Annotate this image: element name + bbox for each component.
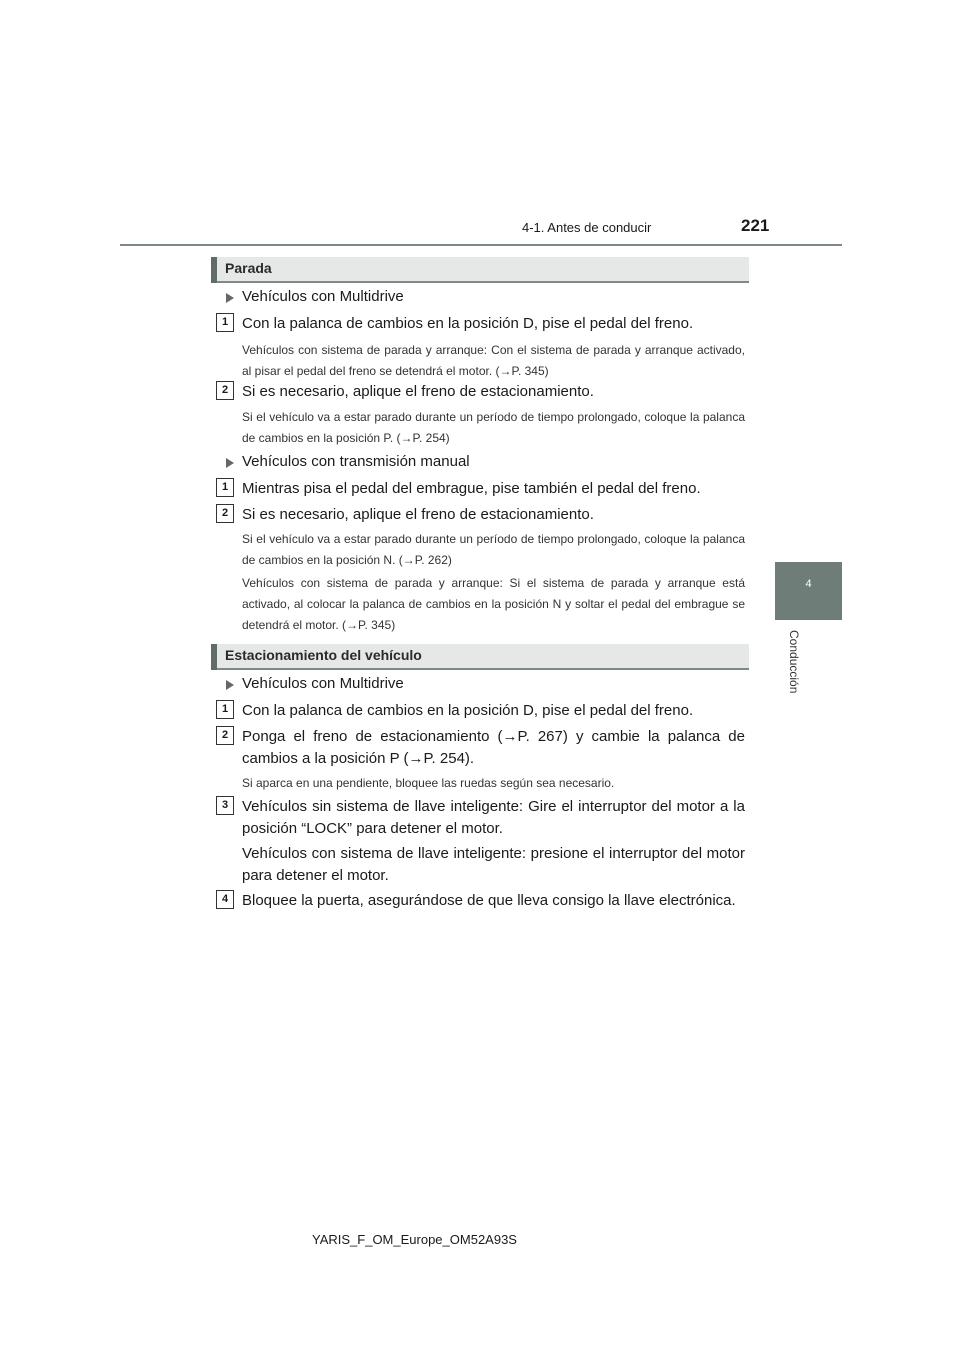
triangle-bullet-icon [226,458,234,468]
section-heading-estacionamiento [211,644,749,670]
step-text-continued: Vehículos con sistema de llave inteligente: presione el interruptor del motor para detener el motor. [242,845,745,884]
step-note: Si el vehículo va a estar parado durante un período de tiempo prolongado, coloque la palanca de cambios en la posición P. (→P. 254) [242,410,745,445]
step-text: Si es necesario, aplique el freno de estacionamiento. [242,383,594,400]
step-number: 3 [216,796,234,815]
step-number: 2 [216,504,234,523]
step-note: Vehículos con sistema de parada y arranque: Con el sistema de parada y arranque activado, al pisar el pedal del freno se detendrá el motor. (→P. 345) [242,343,745,378]
chapter-tab [775,562,842,620]
step-text: Con la palanca de cambios en la posición D, pise el pedal del freno. [242,315,694,332]
step-number: 1 [216,700,234,719]
section-title: Parada [225,260,272,276]
step-number: 2 [216,381,234,400]
triangle-bullet-icon [226,293,234,303]
chapter-tab-label: Conducción [787,630,801,694]
page-number: 221 [741,216,770,235]
step-text: Bloquee la puerta, asegurándose de que lleva consigo la llave electrónica. [242,892,736,909]
step-text: Con la palanca de cambios en la posición D, pise el pedal del freno. [242,702,694,719]
subsection-label: Vehículos con Multidrive [242,288,404,305]
step-number: 1 [216,478,234,497]
step-text: Vehículos sin sistema de llave inteligente: Gire el interruptor del motor a la posición “LOCK” para detener el motor. [242,798,745,837]
step-number: 4 [216,890,234,909]
subsection-label: Vehículos con Multidrive [242,675,404,692]
header-section-title: 4-1. Antes de conducir [522,220,652,235]
step-text: Mientras pisa el pedal del embrague, pise también el pedal del freno. [242,480,701,497]
step-number: 2 [216,726,234,745]
section-title: Estacionamiento del vehículo [225,647,422,663]
step-number: 1 [216,313,234,332]
step-note: Vehículos con sistema de parada y arranque: Si el sistema de parada y arranque está activado, al colocar la palanca de cambios en la posición N y soltar el pedal del embrague se detendrá el motor. (→P. 345) [242,576,745,632]
step-text: Si es necesario, aplique el freno de estacionamiento. [242,506,594,523]
step-note: Si aparca en una pendiente, bloquee las ruedas según sea necesario. [242,776,615,790]
step-text: Ponga el freno de estacionamiento (→P. 267) y cambie la palanca de cambios a la posición P (→P. 254). [242,728,745,767]
chapter-tab-number: 4 [805,578,812,590]
subsection-label: Vehículos con transmisión manual [242,453,470,470]
document-code: YARIS_F_OM_Europe_OM52A93S [312,1232,517,1247]
triangle-bullet-icon [226,680,234,690]
step-note: Si el vehículo va a estar parado durante un período de tiempo prolongado, coloque la palanca de cambios en la posición N. (→P. 262) [242,532,745,567]
header-divider [120,244,842,246]
section-heading-parada [211,257,749,283]
